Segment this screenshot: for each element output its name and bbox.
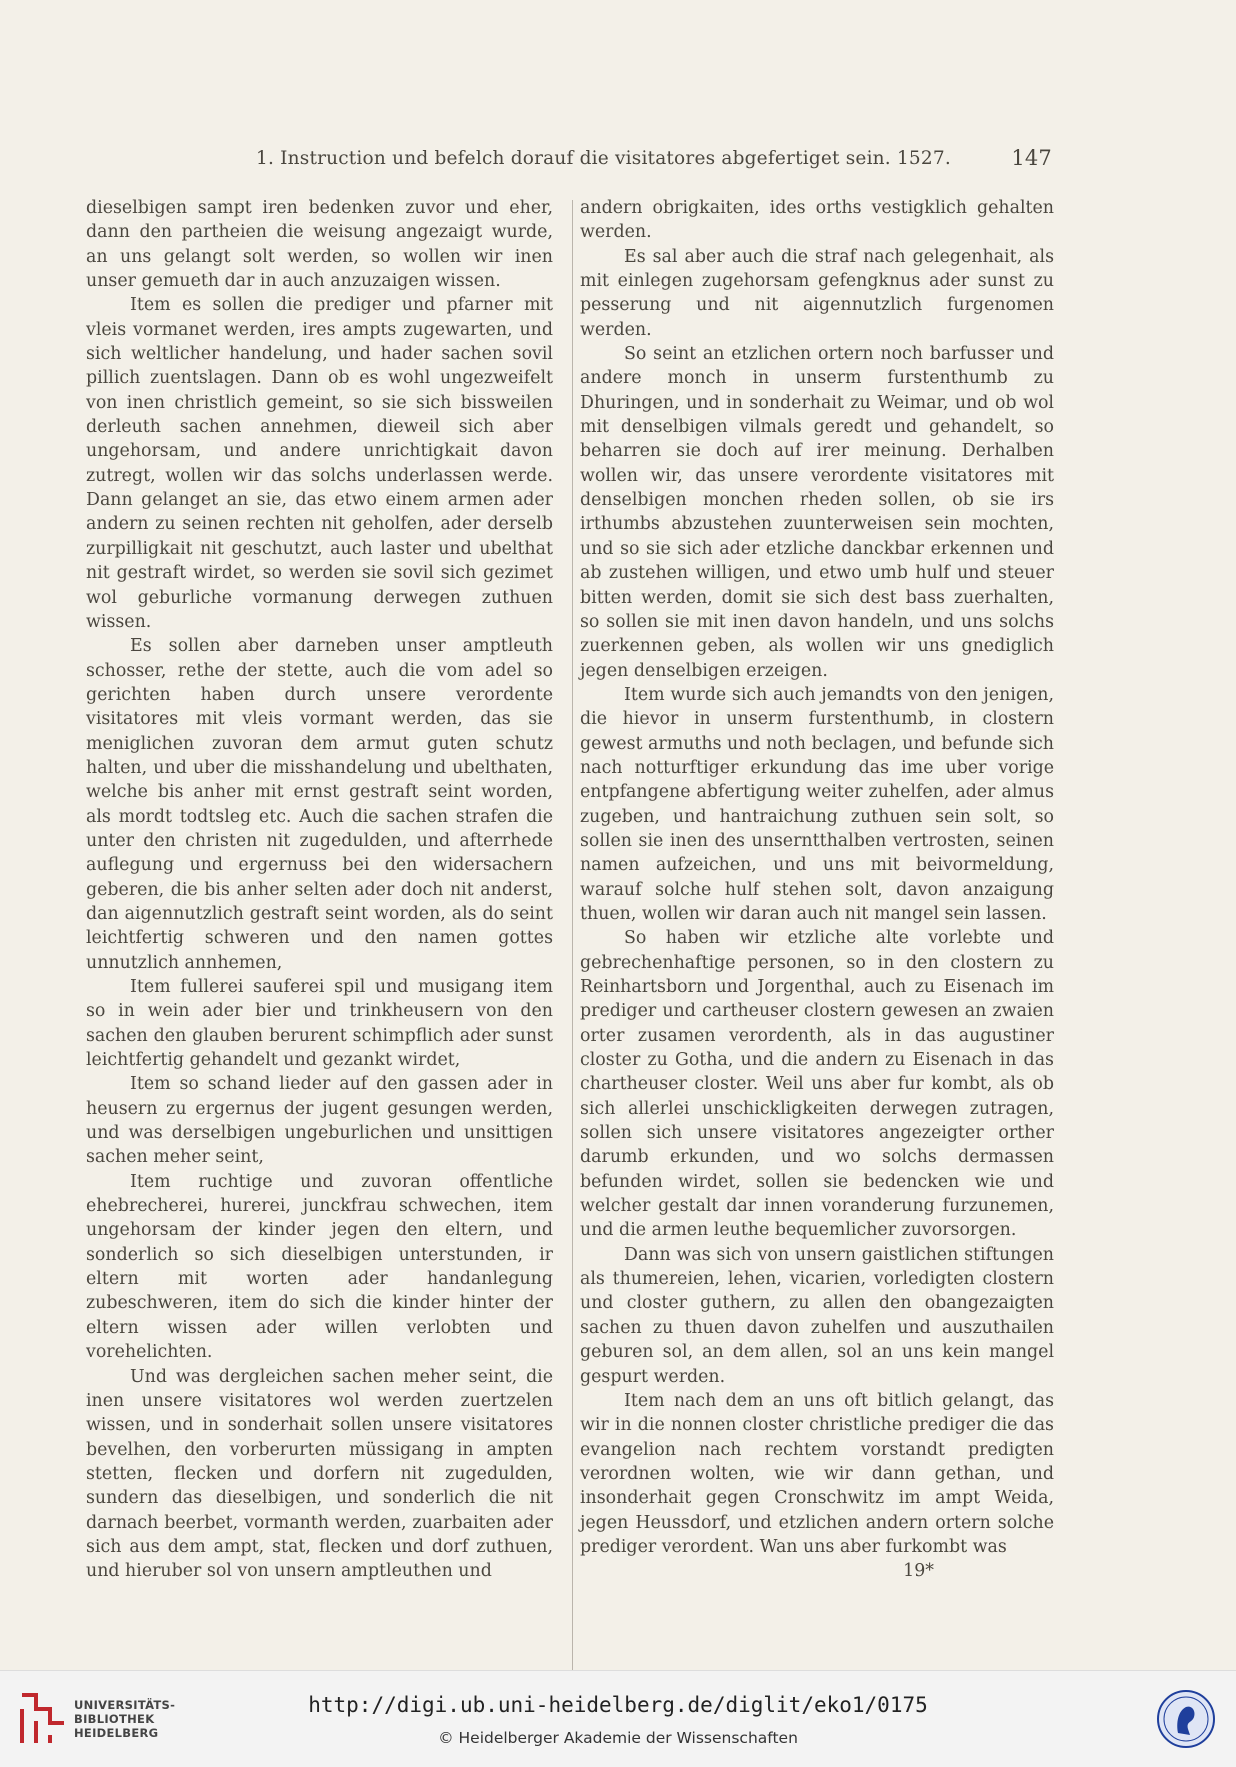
paragraph: Item es sollen die prediger und pfarner mit vleis vormanet werden, ires ampts zugewarten, und sich weltlicher handelung, und hader sachen sovil pillich zuentslagen. Dann ob es wohl ungezweifelt von inen christlich gemeint, so sie sich bissweilen derleuth sachen annehmen, dieweil sich aber ungehorsam, und andere unrichtigkait davon zutregt, wollen wir das solchs underlassen werde. Dann gelanget an sie, das etwo einem armen ader andern zu seinen rechten nit geholfen, ader derselb zurpilligkait nit geschutzt, auch laster und ubelthat nit gestraft wirdet, so werden sie sovil sich gezimet wol geburliche vormanung derwegen zuthuen wissen. (86, 295, 553, 632)
paragraph: Es sal aber auch die straf nach gelegenhait, als mit einlegen zugehorsam gefengknus ader sunst zu pesserung und nit aigennutzlich furgenomen werden. (580, 246, 1054, 340)
page-number: 147 (1011, 146, 1052, 170)
footer-bar (0, 1670, 1236, 1767)
paragraph: Item so schand lieder auf den gassen ader in heusern zu ergernus der jugent gesungen werden, und was derselbigen ungeburlichen und unsittigen sachen meher seint, (86, 1074, 553, 1168)
left-column (86, 196, 553, 1584)
header-title: 1. Instruction und befelch dorauf die visitatores abgefertiget sein. 1527. (256, 148, 951, 169)
paragraph: andern obrigkaiten, ides orths vestigklich gehalten werden. (580, 198, 1054, 243)
paragraph: Item ruchtige und zuvoran offentliche ehebrecherei, hurerei, junckfrau schwechen, item ungehorsam der kinder jegen den eltern, und sonderlich so sich dieselbigen unterstunden, ir eltern mit worten ader handanlegung zubeschweren, item do sich die kinder hinter der eltern wissen ader willen verlobten und vorehelichten. (86, 1171, 553, 1363)
column-divider (572, 200, 573, 1720)
paragraph: Item wurde sich auch jemandts von den jenigen, die hievor in unserm furstenthumb, in clostern gewest armuths und noth beclagen, und befunde sich nach notturftiger erkundung das ime uber vorige entpfangene abfertigung weiter zuhelfen, ader almus zugeben, und hantraichung zuthuen sein solt, so sollen sie inen des unserntthalben vertrosten, seinen namen aufzeichen, und uns mit beivormeldung, warauf solche hulf stehen solt, davon anzaigung thuen, wollen wir daran auch nit mangel sein lassen. (580, 684, 1054, 924)
paragraph: dieselbigen sampt iren bedenken zuvor und eher, dann den partheien die weisung angezaigt wurde, an uns gelangt solt werden, so wollen wir inen unser gemueth dar in auch anzuzaigen wissen. (86, 198, 553, 292)
copyright-notice: © Heidelberger Akademie der Wissenschaften (438, 1729, 798, 1747)
signature-mark: 19* (903, 1561, 934, 1582)
running-header (86, 146, 1052, 176)
permalink-url[interactable]: http://digi.ub.uni-heidelberg.de/diglit/eko1/0175 (308, 1693, 928, 1717)
paragraph: Dann was sich von unsern gaistlichen stiftungen als thumereien, lehen, vicarien, vorledigten clostern und closter guthern, zu allen den obangezaigten sachen zu thuen davon zuhelfen und auszuthailen geburen sol, an dem allen, sol an uns kein mangel gespurt werden. (580, 1244, 1054, 1387)
paragraph: Es sollen aber darneben unser amptleuth schosser, rethe der stette, auch die vom adel so gerichten haben durch unsere verordente visitatores mit vleis vormant werden, das sie meniglichen zuvoran dem armut guten schutz halten, und uber die misshandelung und ubelthaten, welche bis anher mit ernst gestraft seint worden, als mordt todtsleg etc. Auch die sachen strafen die unter den christen nit zugedulden, und afterrhede auflegung und ergernuss bei den widersachern geberen, die bis anher selten ader doch nit anderst, dan aigennutzlich gestraft seint worden, als do seint leichtfertig schweren und den namen gottes unnutzlich annhemen, (86, 636, 553, 973)
academy-seal-icon (1156, 1689, 1216, 1749)
paragraph: So seint an etzlichen ortern noch barfusser und andere monch in unserm furstenthumb zu Dhuringen, und in sonderhait zu Weimar, und ob wol mit denselbigen vilmals geredt und gehandelt, so beharren sie doch auf irer meinung. Derhalben wollen wir, das unsere verordente visitatores mit denselbigen monchen rheden sollen, ob sie irs irthumbs abzustehen zuunterweisen sein mochten, und so sie sich ader etzliche danckbar erkennen und ab zustehen willigen, und etwo umb hulf und steuer bitten werden, domit sie sich dest bass zuerhalten, so sollen sie mit inen davon handeln, und uns solchs zuerkennen geben, als wollen wir uns gnediglich jegen denselbigen erzeigen. (580, 344, 1054, 681)
paragraph: So haben wir etzliche alte vorlebte und gebrechenhaftige personen, so in den clostern zu Reinhartsborn und Jorgenthal, auch zu Eisenach im prediger und cartheuser clostern gewesen an zwaien orter zusamen verordenth, als in das augustiner closter zu Gotha, und die andern zu Eisenach in das chartheuser closter. Weil uns aber fur kombt, als ob sich allerlei unschickligkeiten derwegen zutragen, sollen sich unsere visitatores angezeigter orther darumb erkunden, und wo solchs dermassen befunden wirdet, sollen sie bedencken wie und welcher gestalt dar innen voranderung furzunemen, und die armen leuthe bequemlicher zuvorsorgen. (580, 928, 1054, 1241)
paragraph: Item nach dem an uns oft bitlich gelangt, das wir in die nonnen closter christliche prediger die das evangelion nach rechtem vorstandt predigten verordnen wolten, wie wir dann gethan, und insonderhait gegen Cronschwitz im ampt Weida, jegen Heussdorf, und etzlichen andern ortern solche prediger verordent. Wan uns aber furkombt was (580, 1390, 1054, 1557)
paragraph: Und was dergleichen sachen meher seint, die inen unsere visitatores wol werden zuertzelen wissen, und in sonderhait sollen unsere visitatores bevelhen, den vorberurten müssigang in ampten stetten, flecken und dorfern nit zugedulden, sundern das dieselbigen, und sonderlich die nit darnach beerbet, vormanth werden, zuarbaiten ader sich aus dem ampt, stat, flecken und dorf zuthuen, und hieruber sol von unsern amptleuthen und (86, 1366, 553, 1582)
library-name: UNIVERSITÄTS- BIBLIOTHEK HEIDELBERG (74, 1698, 176, 1740)
paragraph: Item fullerei sauferei spil und musigang item so in wein ader bier und trinkheusern von den sachen den glauben berurent schimpflich ader sunst leichtfertig gehandelt und gezankt wirdet, (86, 977, 553, 1071)
right-column (580, 196, 1054, 1584)
